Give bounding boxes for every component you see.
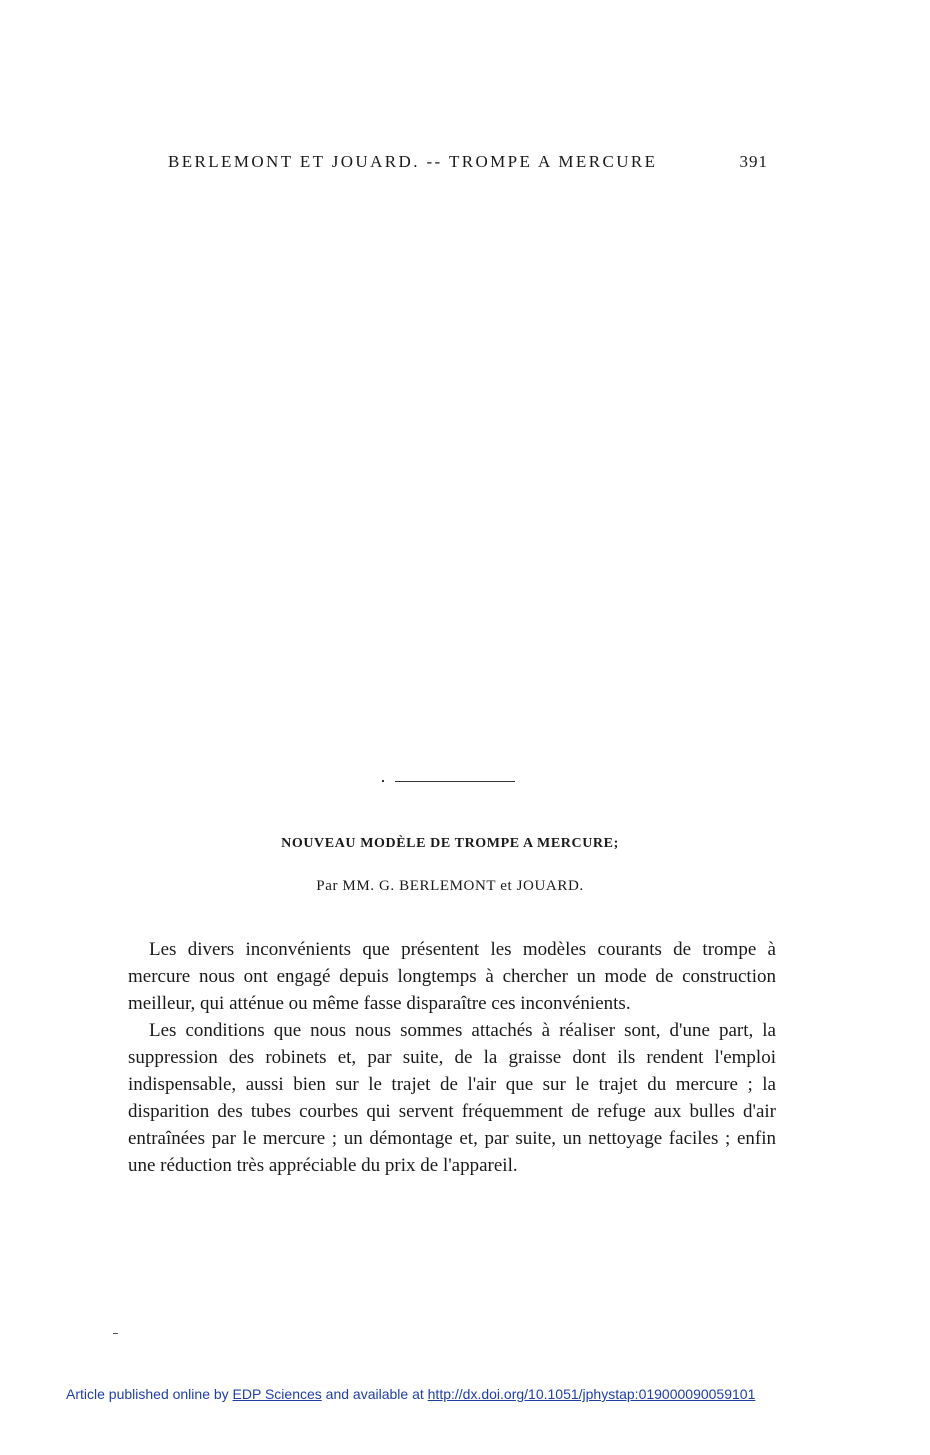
publisher-link[interactable]: EDP Sciences	[232, 1386, 322, 1402]
page-number: 391	[739, 152, 768, 171]
article-title: NOUVEAU MODÈLE DE TROMPE A MERCURE;	[281, 836, 619, 851]
section-divider	[395, 781, 515, 782]
paragraph-2: Les conditions que nous nous sommes attachés à réaliser sont, d'une part, la suppression des robinets et, par suite, de la graisse dont ils rendent l'emploi indispensable, aussi bien sur le trajet de l'air que sur le trajet du mercure ; la disparition des tubes courbes qui servent fréquemment de refuge aux bulles d'air entraînées par le mercure ; un démontage et, par suite, un nettoyage faciles ; enfin une réduction très appréciable du prix de l'appareil.	[128, 1020, 776, 1176]
paragraph-1: Les divers inconvénients que présentent les modèles courants de trompe à mercure nous ont engagé depuis longtemps à chercher un mode de construction meilleur, qui atténue ou même fasse disparaître ces inconvénients.	[128, 939, 776, 1014]
stray-mark	[113, 1333, 118, 1334]
article-byline: Par MM. G. BERLEMONT et JOUARD.	[316, 878, 584, 894]
divider-dot	[382, 780, 384, 782]
article-body	[128, 936, 776, 1179]
publication-footer	[66, 1386, 755, 1402]
doi-link[interactable]: http://dx.doi.org/10.1051/jphystap:019000090059101	[427, 1386, 756, 1402]
footer-middle: and available at	[321, 1386, 428, 1402]
footer-prefix: Article published online by	[66, 1386, 233, 1402]
running-head-title: BERLEMONT ET JOUARD. -- TROMPE A MERCURE	[168, 152, 658, 171]
running-head	[168, 152, 768, 172]
